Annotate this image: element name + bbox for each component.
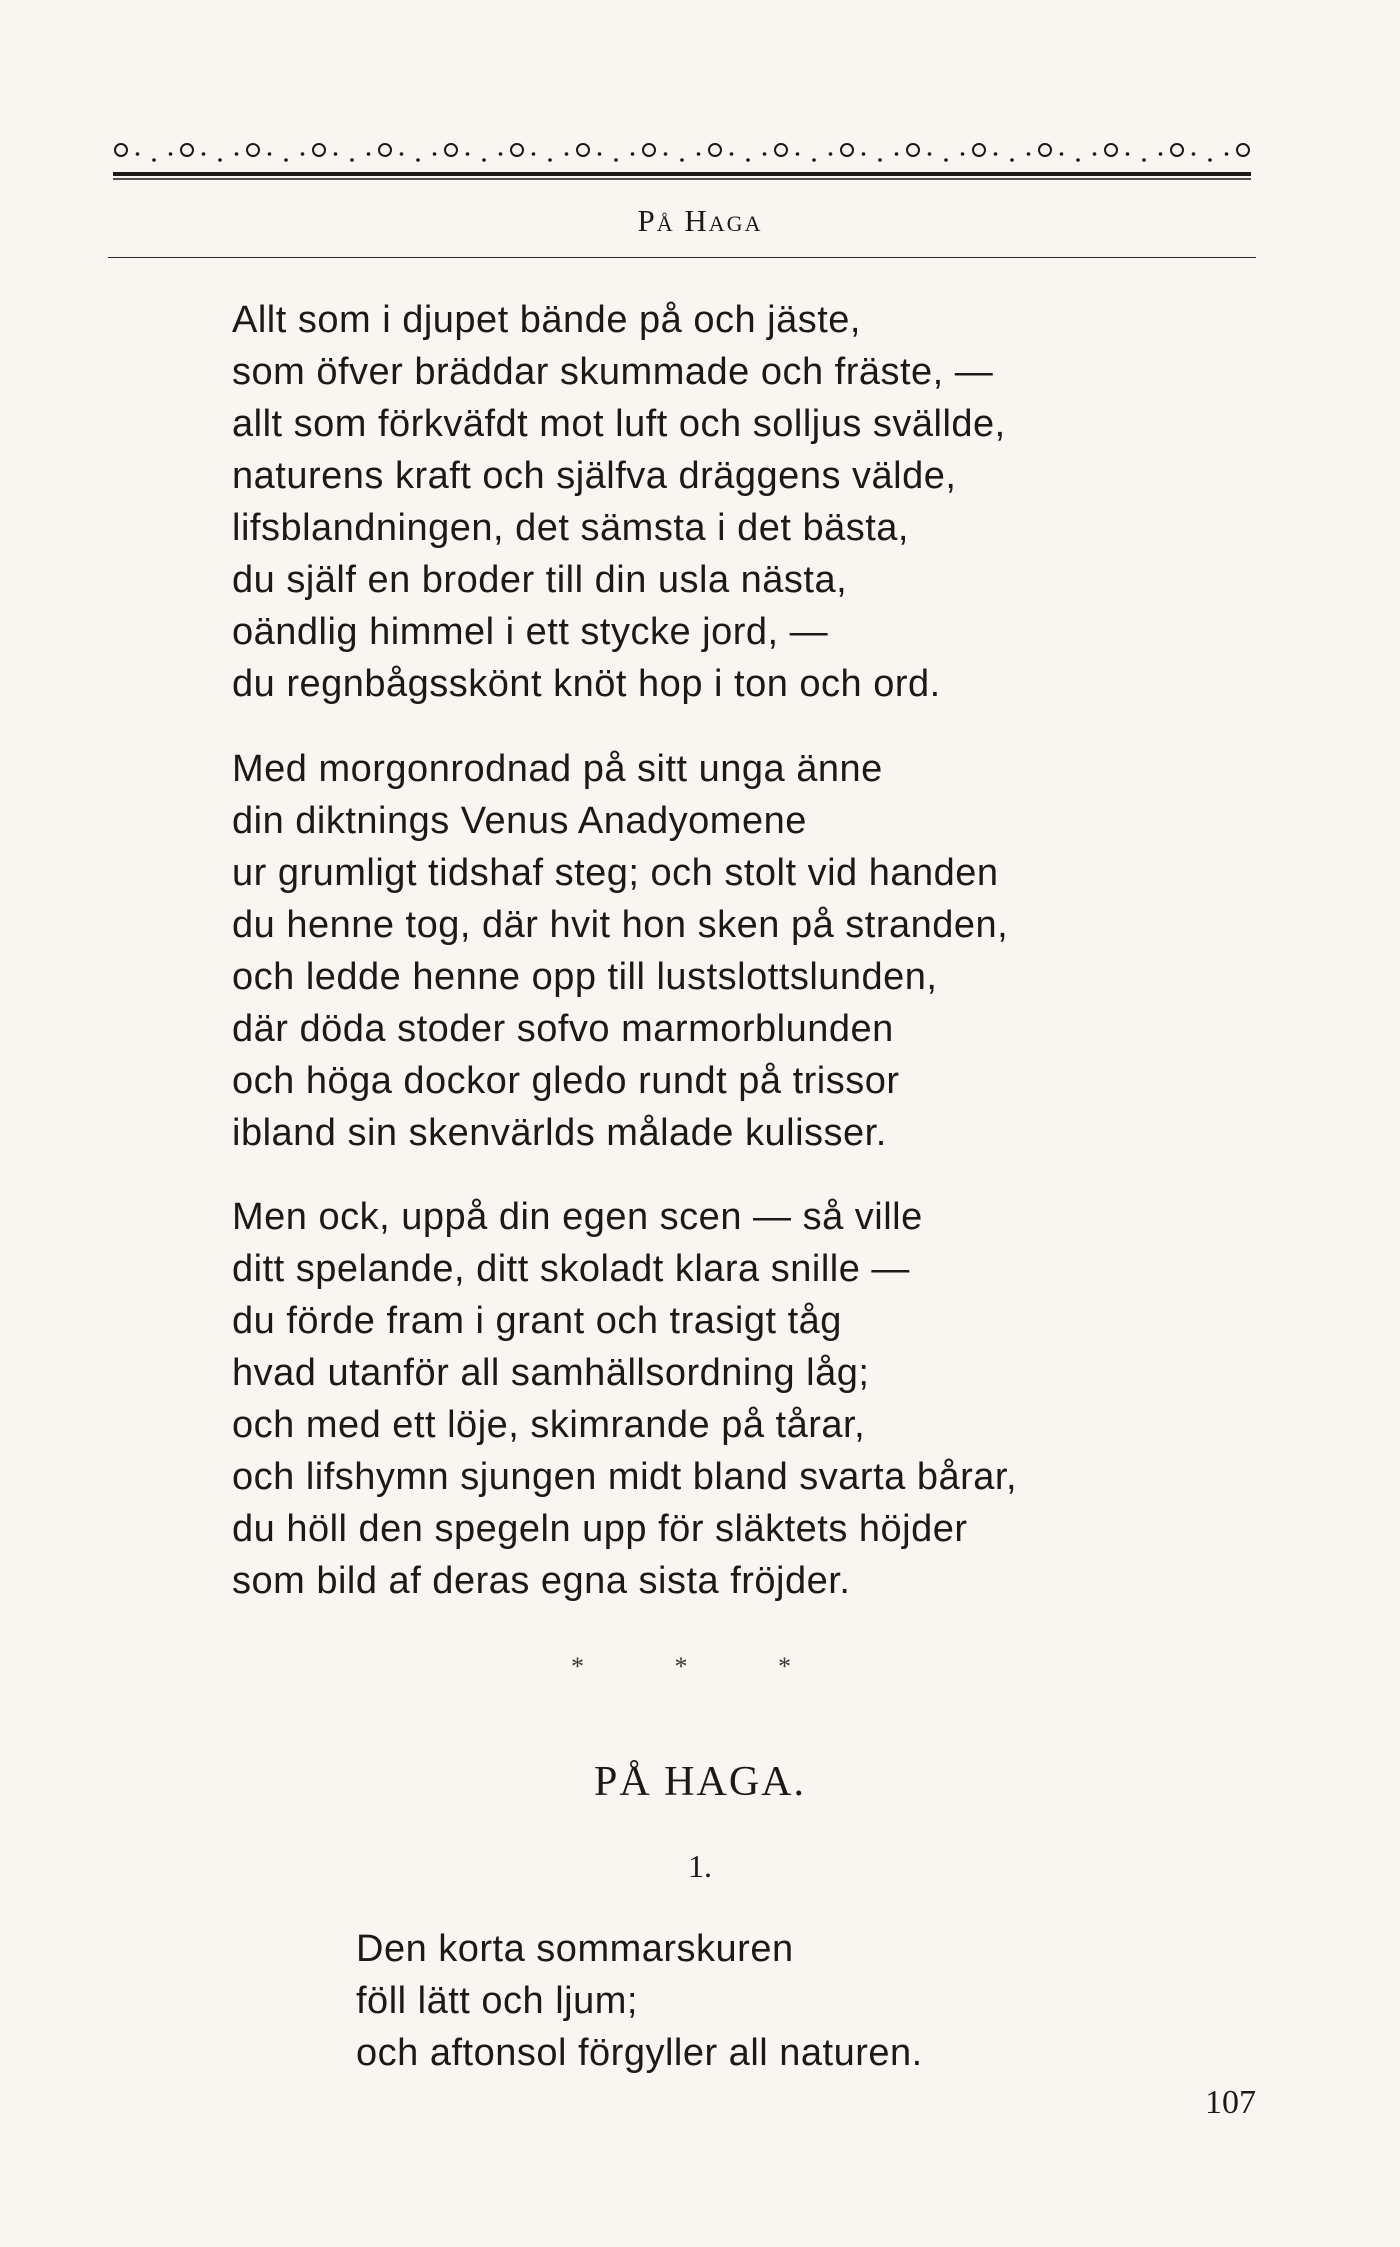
asterisk: * [571, 1652, 622, 1681]
ornament-dot [1027, 152, 1031, 156]
ornament-dot [697, 152, 701, 156]
ornament-dot [466, 152, 470, 156]
ornament-dot [1159, 152, 1163, 156]
ornament-dot [301, 152, 305, 156]
ornament-ring [709, 144, 721, 156]
ornament-dot [334, 152, 338, 156]
ornament-ring [511, 144, 523, 156]
verse-line: ur grumligt tidshaf steg; och stolt vid handen [232, 852, 999, 894]
ornament-dot [1225, 152, 1229, 156]
ornament-dot [1060, 152, 1064, 156]
verse-line: där döda stoder sofvo marmorblunden [232, 1008, 894, 1050]
ornament-dot [152, 158, 156, 162]
ornament-ring [247, 144, 259, 156]
ornament-ring [775, 144, 787, 156]
verse-line: du regnbågsskönt knöt hop i ton och ord. [232, 663, 941, 705]
ornament-ring [313, 144, 325, 156]
section-number: 1. [688, 1848, 712, 1884]
ornament-dot [895, 152, 899, 156]
ornament-dot [548, 158, 552, 162]
verse-line: Den korta sommarskuren [356, 1928, 794, 1970]
verse-line: Men ock, uppå din egen scen — så ville [232, 1196, 923, 1238]
ornament-dot [565, 152, 569, 156]
ornament-dot [614, 158, 618, 162]
ornament-dot [878, 158, 882, 162]
verse-line: ibland sin skenvärlds målade kulisser. [232, 1112, 887, 1154]
ornament-ring [577, 144, 589, 156]
ornament-dot [1076, 158, 1080, 162]
ornament-dot [284, 158, 288, 162]
verse-line: och med ett löje, skimrande på tårar, [232, 1404, 866, 1446]
ornament-dot [1126, 152, 1130, 156]
ornament-dot [218, 158, 222, 162]
asterisk: * [778, 1652, 829, 1681]
ornament-dot [730, 152, 734, 156]
stanza-3 [232, 1191, 1232, 1607]
ornament-dot [631, 152, 635, 156]
ornament-dot [433, 152, 437, 156]
running-head: På Haga [637, 203, 763, 238]
ornament-dot [994, 152, 998, 156]
ornament-dot [680, 158, 684, 162]
page-number: 107 [1205, 2084, 1256, 2121]
verse-line: och ledde henne opp till lustslottslunden, [232, 956, 938, 998]
verse-line: som bild af deras egna sista fröjder. [232, 1560, 851, 1602]
ornament-dot [1208, 158, 1212, 162]
ornament-dot [532, 152, 536, 156]
ornament-ring [445, 144, 457, 156]
ornament-dot [829, 152, 833, 156]
ornament-dot [1142, 158, 1146, 162]
stanza-1 [232, 294, 1232, 710]
verse-line: din diktnings Venus Anadyomene [232, 800, 807, 842]
verse-line: Allt som i djupet bände på och jäste, [232, 299, 861, 341]
header-rule [108, 257, 1256, 258]
ornament-ring [907, 144, 919, 156]
verse-line: och aftonsol förgyller all naturen. [356, 2032, 923, 2074]
poem-haga-part-1 [356, 1923, 1356, 2079]
ornament-ring [1171, 144, 1183, 156]
verse-line: du henne tog, där hvit hon sken på stranden, [232, 904, 1009, 946]
ornament-dot [812, 158, 816, 162]
verse-line: och höga dockor gledo rundt på trissor [232, 1060, 900, 1102]
verse-line: naturens kraft och själfva dräggens välde, [232, 455, 957, 497]
section-separator [0, 1652, 1400, 1682]
verse-line: du höll den spegeln upp för släktets höjder [232, 1508, 968, 1550]
ornament-dot [746, 158, 750, 162]
verse-line: lifsblandningen, det sämsta i det bästa, [232, 507, 909, 549]
ornament-dot [235, 152, 239, 156]
section-title: PÅ HAGA. [593, 1759, 806, 1805]
verse-line: Med morgonrodnad på sitt unga änne [232, 748, 883, 790]
ornament-dot [664, 152, 668, 156]
ornament-ring [643, 144, 655, 156]
verse-line: allt som förkväfdt mot luft och solljus svällde, [232, 403, 1006, 445]
ornament-dot [136, 152, 140, 156]
verse-line: du själf en broder till din usla nästa, [232, 559, 848, 601]
ornament-dot [268, 152, 272, 156]
verse-line: hvad utanför all samhällsordning låg; [232, 1352, 870, 1394]
verse-line: och lifshymn sjungen midt bland svarta bårar, [232, 1456, 1018, 1498]
ornament-dot [400, 152, 404, 156]
ornament-dot [763, 152, 767, 156]
ornament-ring [379, 144, 391, 156]
stanza-2 [232, 743, 1232, 1159]
ornament-dot [1093, 152, 1097, 156]
ornament-dot [482, 158, 486, 162]
ornament-dot [796, 152, 800, 156]
ornament-dot [416, 158, 420, 162]
ornament-ring [181, 144, 193, 156]
verse-line: som öfver bräddar skummade och fräste, — [232, 351, 994, 393]
ornamental-header-band [105, 128, 1259, 198]
ornament-dot [1010, 158, 1014, 162]
verse-line: oändlig himmel i ett stycke jord, — [232, 611, 829, 653]
ornament-dot [367, 152, 371, 156]
ornament-ring [1105, 144, 1117, 156]
ornament-ring [115, 144, 127, 156]
verse-line: ditt spelande, ditt skoladt klara snille — [232, 1248, 910, 1290]
ornament-dot [202, 152, 206, 156]
ornament-dot [862, 152, 866, 156]
ornament-ring [973, 144, 985, 156]
ornament-ring [841, 144, 853, 156]
ornament-ring [1237, 144, 1249, 156]
verse-line: du förde fram i grant och trasigt tåg [232, 1300, 842, 1342]
ornament-ring [1039, 144, 1051, 156]
ornament-dot [598, 152, 602, 156]
ornament-dot [1192, 152, 1196, 156]
verse-line: föll lätt och ljum; [356, 1980, 638, 2022]
ornament-dot [169, 152, 173, 156]
ornament-dot [499, 152, 503, 156]
ornament-dot [944, 158, 948, 162]
ornament-dot [350, 158, 354, 162]
ornament-dot [961, 152, 965, 156]
ornament-dot [928, 152, 932, 156]
asterisk: * [674, 1652, 726, 1681]
